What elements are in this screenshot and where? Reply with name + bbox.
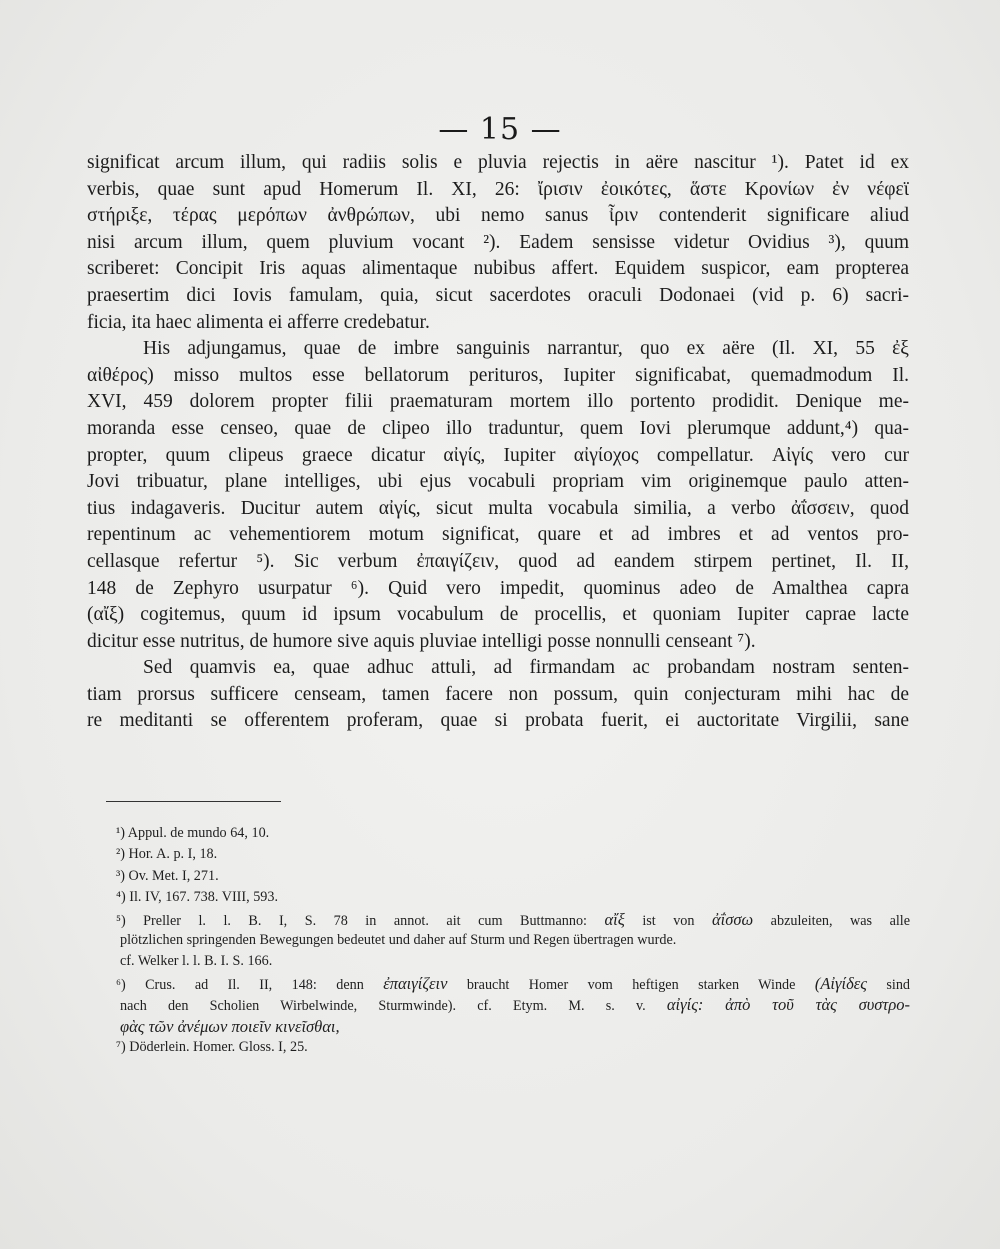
body-text [87, 150, 909, 735]
text-line: significat arcum illum, qui radiis solis e pluvia rejectis in aëre nascitur ¹). Patet id ex [87, 152, 909, 173]
footnote-5-greek-a: αἴξ [604, 909, 625, 929]
text-line: tiam prorsus sufficere censeam, tamen facere non possum, quin conjecturam mihi hac de [87, 683, 909, 705]
text-line: cellasque refertur ⁵). Sic verbum ἐπαιγίζειν, quod ad eandem stirpem pertinet, Il. II, [87, 550, 909, 572]
footnote-5 [116, 909, 910, 930]
footnote-6-greek-c: αἰγίς: ἀπὸ τοῦ τὰς συστρο- [666, 995, 911, 1015]
text-line: praesertim dici Iovis famulam, quia, sicut sacerdotes oraculi Dodonaei (vid p. 6) sacri- [87, 284, 909, 306]
footnote-5-text-a: ⁵) Preller l. l. B. I, S. 78 in annot. ait cum Buttmanno: [116, 912, 587, 929]
text-line: repentinum ac vehementiorem motum significat, quare et ad imbres et ad ventos pro- [87, 524, 909, 546]
text-line: Jovi tribuatur, plane intelliges, ubi ejus vocabuli propriam vim originemque paulo atten- [87, 471, 909, 493]
footnotes [116, 823, 910, 1058]
text-line: (αἴξ) cogitemus, quum id ipsum vocabulum de procellis, et quoniam Iupiter caprae lacte [87, 604, 909, 626]
text-line: verbis, quae sunt apud Homerum Il. XI, 26: ἴρισιν ἐοικότες, ἅστε Κρονίων ἐν νέφεϊ [87, 178, 909, 200]
text-line: propter, quum clipeus graece dicatur αἰγίς, Iupiter αἰγίοχος compellatur. Αἰγίς vero cur [87, 444, 909, 466]
text-line: nisi arcum illum, quem pluvium vocant ²). Eadem sensisse videtur Ovidius ³), quum [87, 231, 909, 253]
text-line: 148 de Zephyro usurpatur ⁶). Quid vero impedit, quominus adeo de Amalthea capra [87, 577, 909, 599]
footnote-3: ³) Ov. Met. I, 271. [116, 867, 219, 884]
text-line: XVI, 459 dolorem propter filii praematuram mortem illo portento prodidit. Denique me- [87, 391, 909, 413]
footnote-4: ⁴) Il. IV, 167. 738. VIII, 593. [116, 889, 279, 906]
footnote-6-text-a: ⁶) Crus. ad Il. II, 148: denn [116, 976, 364, 993]
text-line: dicitur esse nutritus, de humore sive aquis pluviae intelligi posse nonnulli censeant ⁷). [87, 630, 756, 652]
text-line: scriberet: Concipit Iris aquas alimentaque nubibus affert. Equidem suspicor, eam propterea [87, 258, 909, 280]
footnote-6-cont [116, 994, 910, 1015]
text-line: Sed quamvis ea, quae adhuc attuli, ad firmandam ac probandam nostram senten- [143, 657, 909, 679]
footnote-6-greek-a: ἐπαιγίζειν [383, 973, 448, 993]
footnote-1: ¹) Appul. de mundo 64, 10. [116, 825, 270, 841]
footnote-6-text-b: braucht Homer vom heftigen starken Winde [466, 976, 796, 993]
text-line: ficia, ita haec alimenta ei afferre credebatur. [87, 311, 430, 333]
text-line: moranda esse censeo, quae de clipeo illo traduntur, quem Iovi plerumque addunt,⁴) qua- [87, 417, 909, 439]
footnote-separator [106, 801, 281, 802]
page-number: — 15 — [438, 112, 562, 147]
footnote-6-greek-d: φὰς τῶν ἀνέμων ποιεῖν κινεῖσθαι, [120, 1016, 340, 1036]
footnote-7: ⁷) Döderlein. Homer. Gloss. I, 25. [116, 1038, 308, 1055]
text-line: re meditanti se offerentem proferam, quae si probata fuerit, ei auctoritate Virgilii, sane [87, 710, 909, 732]
footnote-6 [116, 973, 910, 994]
text-line: His adjungamus, quae de imbre sanguinis narrantur, quo ex aëre (Il. XI, 55 ἐξ [143, 338, 909, 360]
footnote-5-cont: plötzlichen springenden Bewegungen bedeutet und daher auf Sturm und Regen übertragen wurde. [120, 931, 677, 948]
footnote-2: ²) Hor. A. p. I, 18. [116, 846, 218, 863]
footnote-5-greek-b: ἀΐσσω [712, 909, 754, 929]
footnote-5-text-c: abzuleiten, was alle [770, 912, 911, 929]
footnote-6-greek-b: (Αἰγίδες [814, 973, 867, 993]
footnote-6-cont [116, 1016, 910, 1037]
footnote-6-text-d: nach den Scholien Wirbelwinde, Sturmwinde). cf. Etym. M. s. v. [120, 998, 646, 1015]
footnote-5-cont: cf. Welker l. l. B. I. S. 166. [120, 953, 273, 970]
text-line: στήριξε, τέρας μερόπων ἀνθρώπων, ubi nemo sanus ἶριν contenderit significare aliud [87, 205, 909, 227]
text-line: αἰθέρος) misso multos esse bellatorum perituros, Iupiter significabat, quemadmodum Il. [87, 364, 909, 386]
footnote-5-text-b: ist von [642, 912, 695, 929]
footnote-6-text-c: sind [886, 976, 911, 993]
text-line: tius indagaveris. Ducitur autem αἰγίς, sicut multa vocabula similia, a verbo ἀΐσσειν, quod [87, 497, 909, 519]
